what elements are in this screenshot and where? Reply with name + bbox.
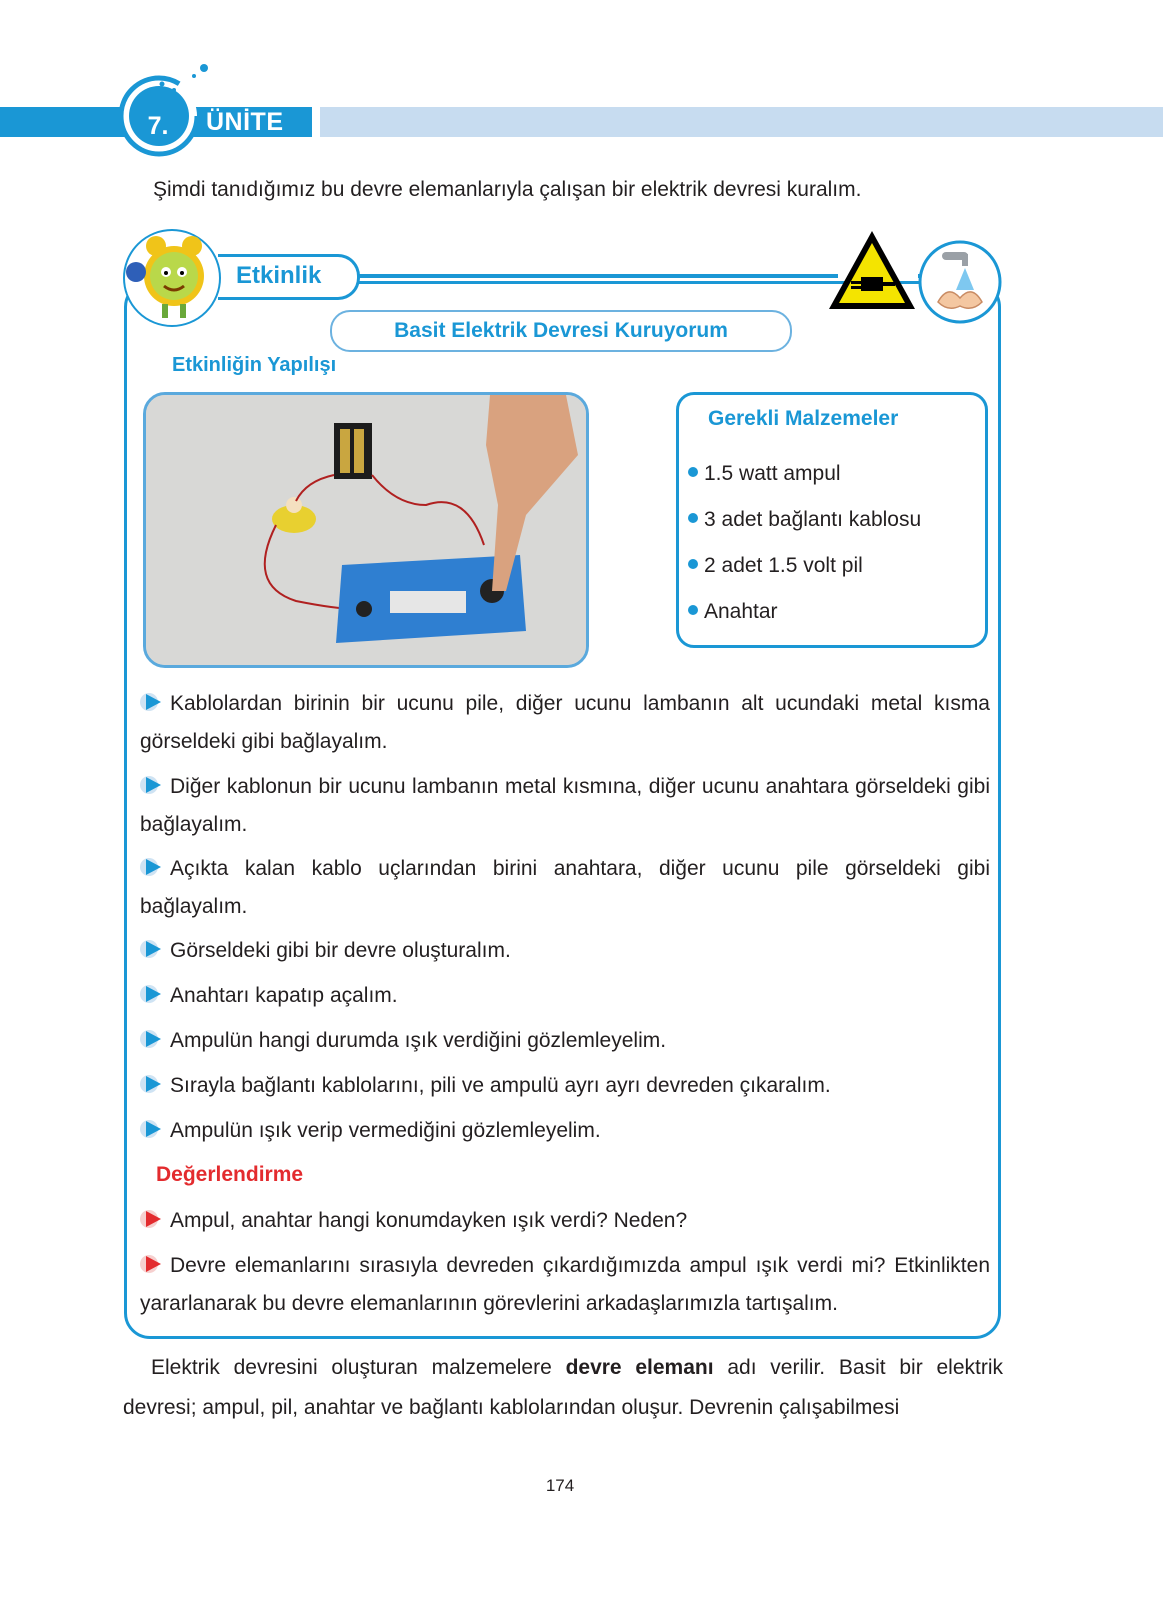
bullet-icon: [688, 513, 698, 523]
procedure-step: [140, 932, 990, 970]
circuit-photo: [143, 392, 589, 668]
play-arrow-icon: [140, 1029, 162, 1049]
procedure-step: [140, 977, 990, 1015]
procedure-step: [140, 1067, 990, 1105]
unit-band-light: [320, 107, 1163, 137]
page-number: 174: [545, 1476, 575, 1495]
procedure-step: [140, 1022, 990, 1060]
clock-mascot-icon: [122, 228, 222, 328]
procedure-step-text: Diğer kablonun bir ucunu lambanın metal kısmına, diğer ucunu anahtara görseldeki gibi bağlayalım.: [140, 775, 990, 836]
procedure-heading: Etkinliğin Yapılışı: [172, 354, 337, 376]
procedure-step: [140, 768, 990, 844]
procedure-step-text: Ampulün hangi durumda ışık verdiğini gözlemleyelim.: [170, 1029, 667, 1052]
body-term: devre elemanı: [565, 1356, 714, 1379]
procedure-step-text: Açıkta kalan kablo uçlarından birini anahtara, diğer ucunu pile görseldeki gibi bağlayalım.: [140, 857, 990, 918]
play-arrow-icon: [140, 1254, 162, 1274]
body-text: adı verilir. Basit bir elektrik devresi; ampul, pil, anahtar ve bağlantı kablolarından oluşur. Devrenin çalışabilmesi: [123, 1356, 1003, 1419]
activity-tab-label: Etkinlik: [236, 262, 322, 289]
evaluation-question-text: Devre elemanlarını sırasıyla devreden çıkardığımızda ampul ışık verdi mi? Etkinlikten yararlanarak bu devre elemanlarının görevlerini arkadaşlarımızla tartışalım.: [140, 1254, 990, 1315]
bullet-icon: [688, 559, 698, 569]
materials-item-label: Anahtar: [704, 600, 778, 623]
unit-number: 7.: [147, 112, 169, 140]
materials-item: [688, 508, 921, 532]
play-arrow-icon: [140, 939, 162, 959]
materials-item-label: 1.5 watt ampul: [704, 462, 841, 485]
procedure-step: [140, 850, 990, 926]
play-arrow-icon: [140, 1119, 162, 1139]
intro-text: Şimdi tanıdığımız bu devre elemanlarıyla çalışan bir elektrik devresi kuralım.: [153, 178, 862, 201]
body-text: Elektrik devresini oluşturan malzemelere: [151, 1356, 566, 1379]
activity-title: Basit Elektrik Devresi Kuruyorum: [394, 319, 728, 342]
evaluation-question: [140, 1247, 990, 1323]
body-paragraph: [123, 1348, 1003, 1428]
play-arrow-icon: [140, 857, 162, 877]
procedure-step-text: Görseldeki gibi bir devre oluşturalım.: [170, 939, 511, 962]
procedure-step-text: Anahtarı kapatıp açalım.: [170, 984, 398, 1007]
play-arrow-icon: [140, 692, 162, 712]
bullet-icon: [688, 467, 698, 477]
materials-item-label: 2 adet 1.5 volt pil: [704, 554, 863, 577]
unit-label: ÜNİTE: [206, 108, 284, 136]
materials-title: Gerekli Malzemeler: [708, 407, 899, 430]
materials-item: [688, 554, 863, 578]
wash-hands-icon: [918, 240, 1002, 324]
activity-header-line: [356, 274, 838, 278]
procedure-step: [140, 685, 990, 761]
materials-item: [688, 462, 841, 486]
materials-item: [688, 600, 778, 624]
materials-item-label: 3 adet bağlantı kablosu: [704, 508, 922, 531]
electric-warning-icon: [827, 229, 917, 311]
bullet-icon: [688, 605, 698, 615]
procedure-step-text: Ampulün ışık verip vermediğini gözlemleyelim.: [170, 1119, 601, 1142]
circuit-photo-image: [146, 395, 586, 665]
procedure-step-text: Kablolardan birinin bir ucunu pile, diğer ucunu lambanın alt ucundaki metal kısma görseldeki gibi bağlayalım.: [140, 692, 990, 753]
evaluation-question-text: Ampul, anahtar hangi konumdayken ışık verdi? Neden?: [170, 1209, 688, 1232]
play-arrow-icon: [140, 775, 162, 795]
play-arrow-icon: [140, 1209, 162, 1229]
evaluation-question: [140, 1202, 990, 1240]
procedure-step-text: Sırayla bağlantı kablolarını, pili ve ampulü ayrı ayrı devreden çıkaralım.: [170, 1074, 831, 1097]
play-arrow-icon: [140, 1074, 162, 1094]
evaluation-heading: Değerlendirme: [156, 1163, 304, 1186]
procedure-step: [140, 1112, 990, 1150]
play-arrow-icon: [140, 984, 162, 1004]
